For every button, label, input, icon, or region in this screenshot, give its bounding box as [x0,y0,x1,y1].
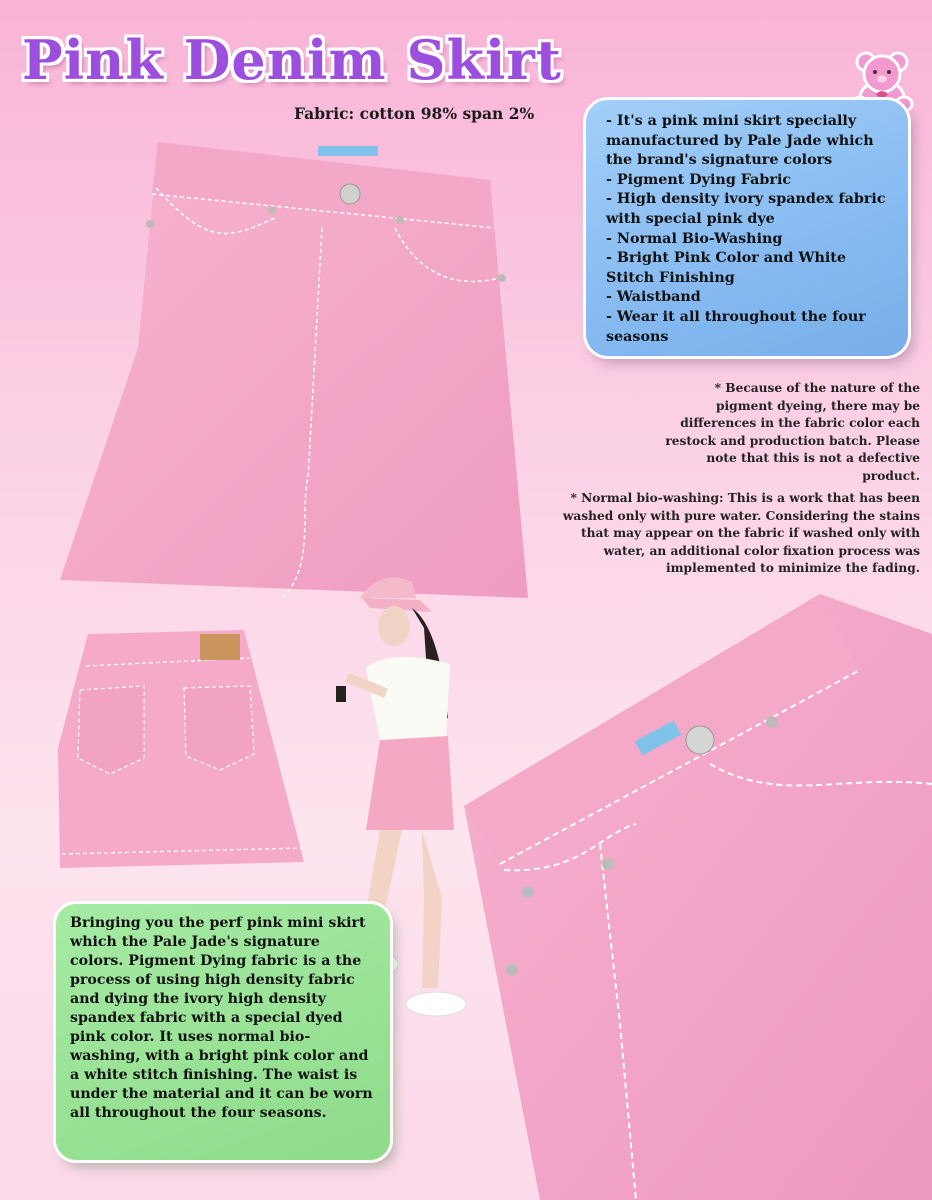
page-title: Pink Denim Skirt [22,28,562,92]
features-box [586,100,908,356]
list-item: - Wear it all throughout the four seasons [606,308,866,345]
fabric-composition: Fabric: cotton 98% span 2% [294,104,535,123]
list-item: - It's a pink mini skirt specially manufactured by Pale Jade which the brand's signature colors [606,113,874,169]
list-item: - Bright Pink Color and White Stitch Finishing [606,250,846,286]
list-item: - Waistband [606,289,701,306]
pigment-note: * Because of the nature of the pigment dyeing, there may be differences in the fabric color each restock and production batch. Please note that this is not a defective product. [665,381,920,483]
list-item: - Normal Bio-Washing [606,230,783,247]
description-text: Bringing you the perf pink mini skirt which the Pale Jade's signature colors. Pigment Dying fabric is a the process of using high density fabric and dying the ivory high density spandex fabric with a special dyed pink color. It uses normal bio-washing, with a bright pink color and a white stitch finishing. The waist is under the material and it can be worn all throughout the four seasons. [70,915,373,1121]
list-item: - High density ivory spandex fabric with special pink dye [606,191,886,227]
skirt-back-photo [54,628,310,872]
skirt-closeup-photo [460,574,932,1200]
list-item: - Pigment Dying Fabric [606,171,792,188]
features-list [606,112,892,347]
skirt-front-photo [60,128,540,608]
biowashing-note: * Normal bio-washing: This is a work that has been washed only with pure water. Considering the stains that may appear on the fabric if washed only with water, an additional color fixation process was implemented to minimize the fading. [562,491,920,575]
description-box [56,904,390,1160]
